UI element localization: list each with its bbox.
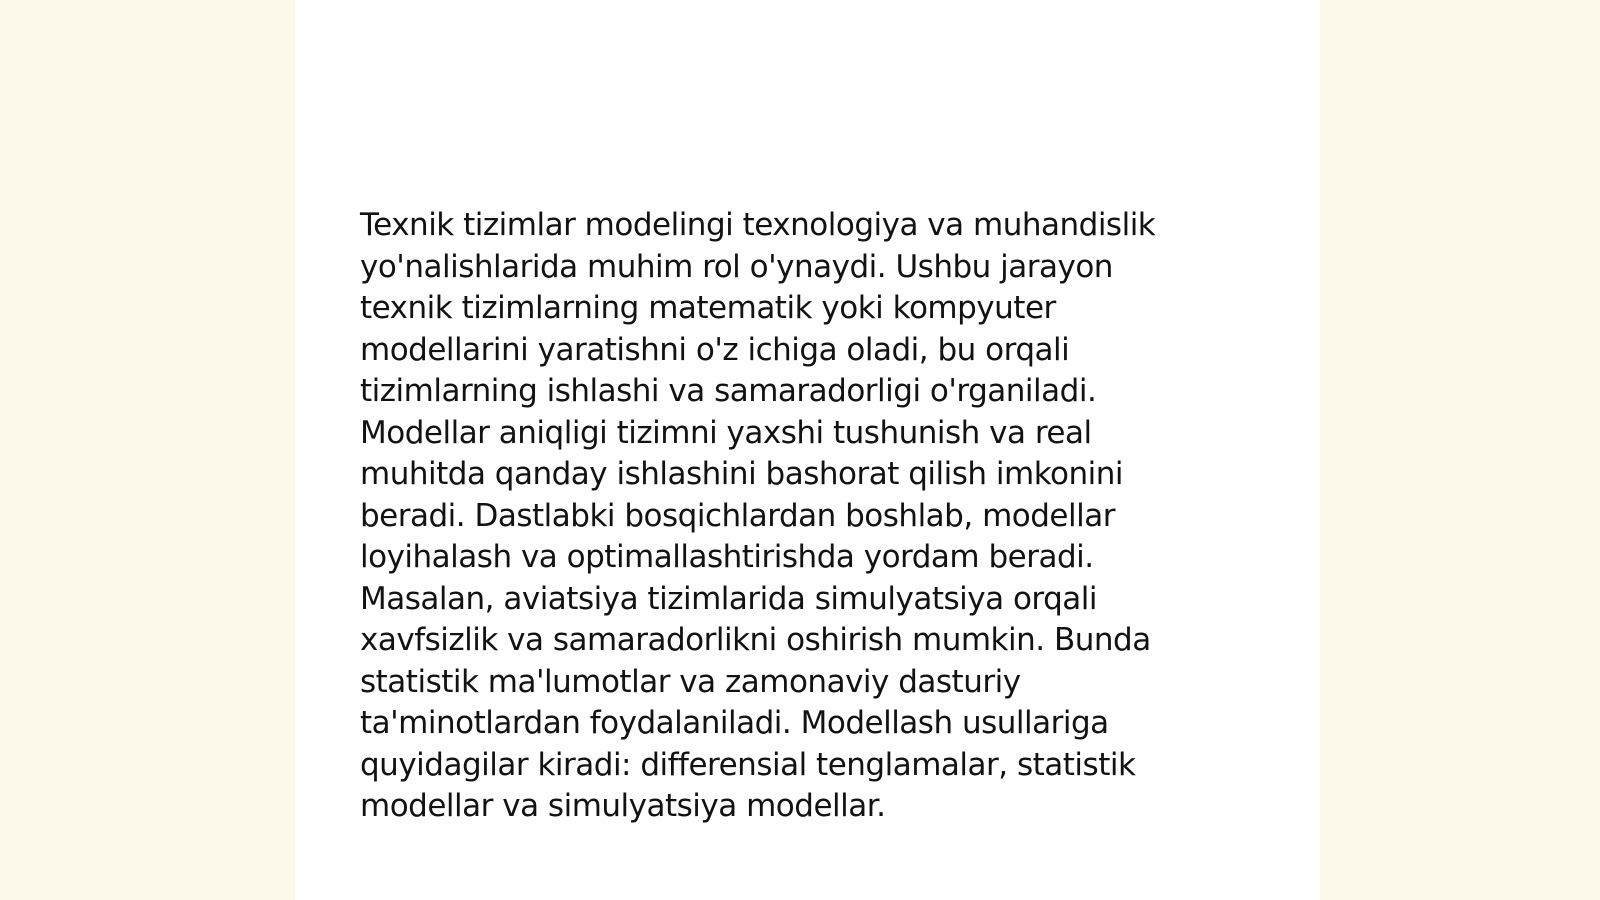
slide bbox=[295, 0, 1320, 900]
slide-body-text: Texnik tizimlar modelingi texnologiya va muhandislik yo'nalishlarida muhim rol o'ynaydi. Ushbu jarayon texnik tizimlarning matematik yoki kompyuter modellarini yaratishni o'z ichiga oladi, bu orqali tizimlarning ishlashi va samaradorligi o'rganiladi. Modellar aniqligi tizimni yaxshi tushunish va real muhitda qanday ishlashini bashorat qilish imkonini beradi. Dastlabki bosqichlardan boshlab, modellar loyihalash va optimallashtirishda yordam beradi. Masalan, aviatsiya tizimlarida simulyatsiya orqali xavfsizlik va samaradorlikni oshirish mumkin. Bunda statistik ma'lumotlar va zamonaviy dasturiy ta'minotlardan foydalaniladi. Modellash usullariga quyidagilar kiradi: differensial tenglamalar, statistik modellar va simulyatsiya modellar. bbox=[360, 207, 1156, 824]
